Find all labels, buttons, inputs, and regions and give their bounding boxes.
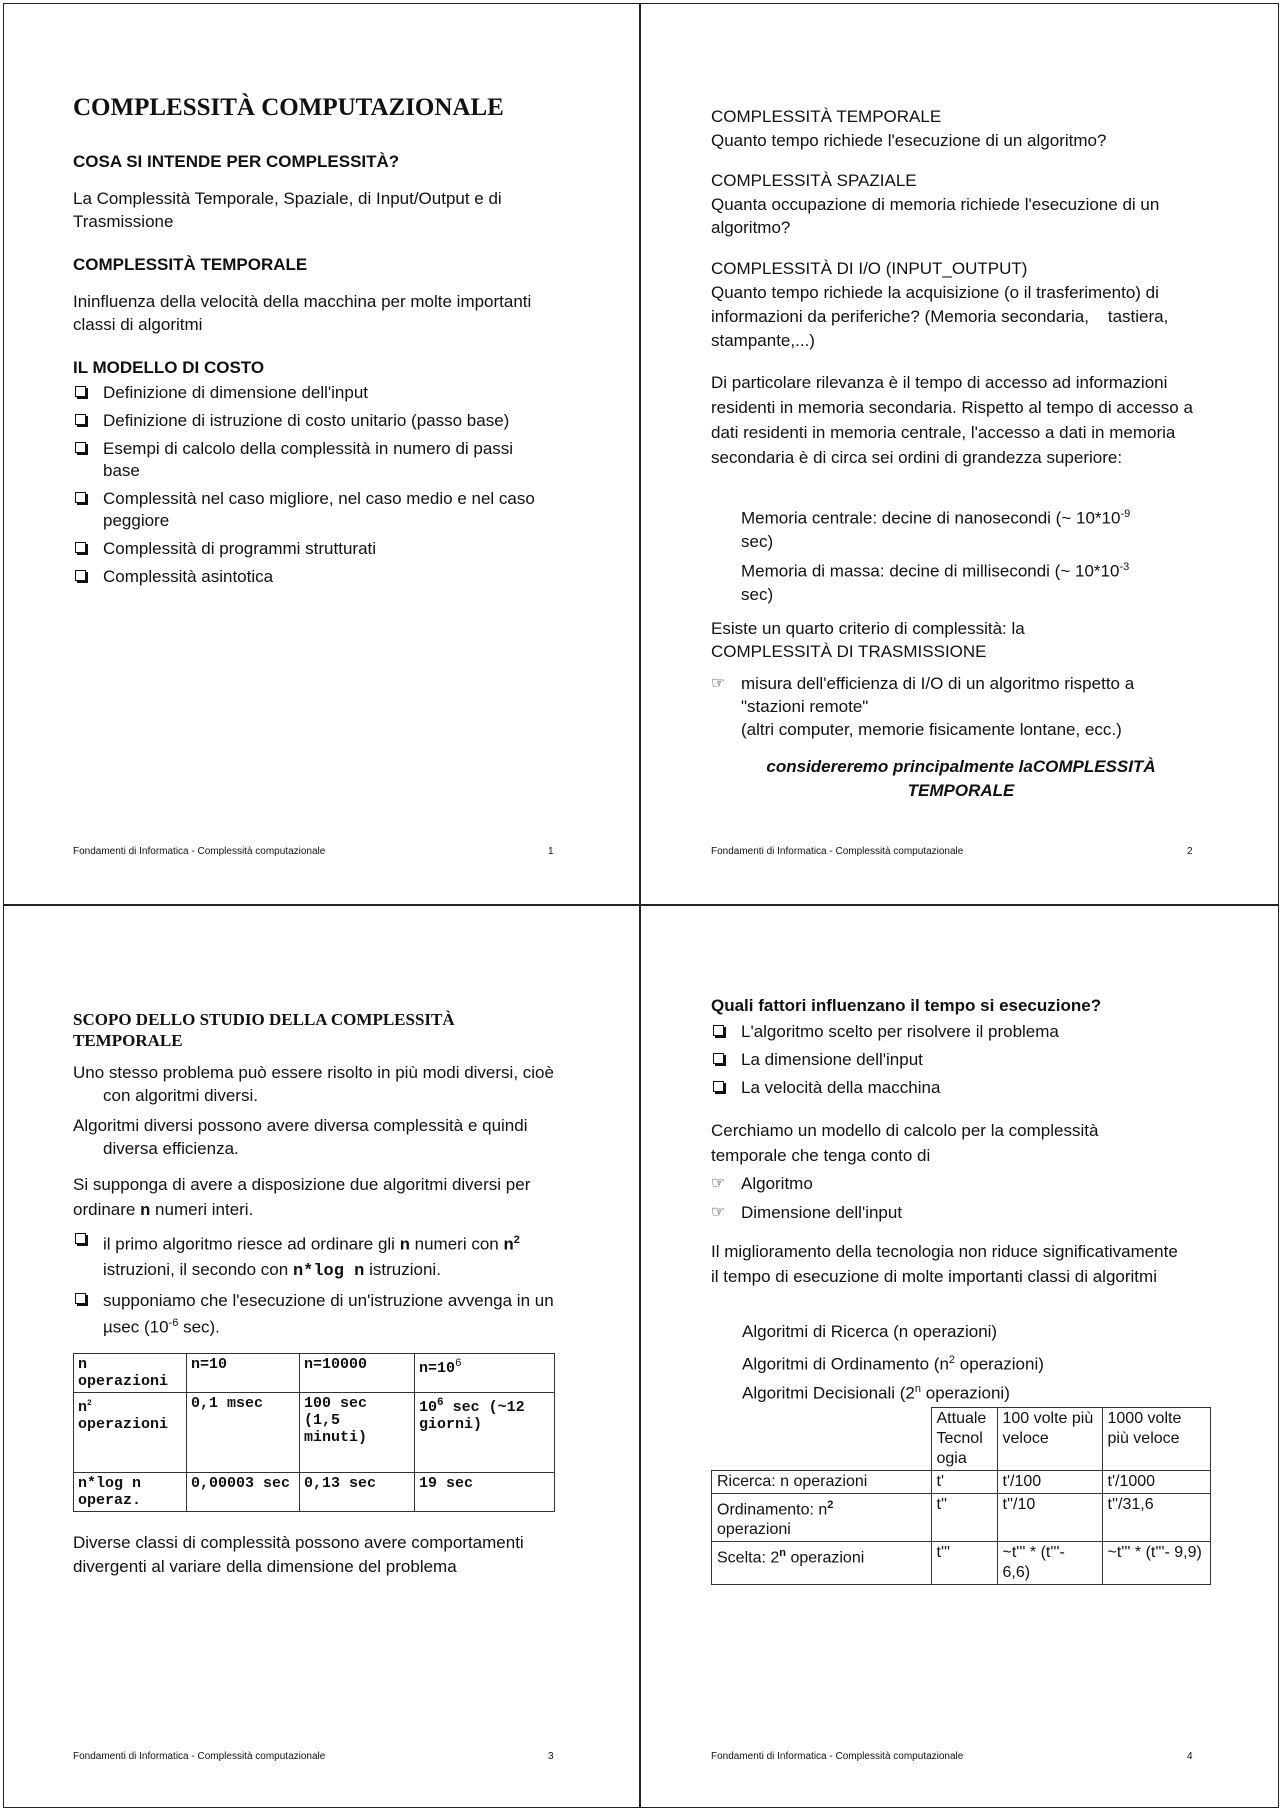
assumption-list <box>73 1229 563 1344</box>
checkbox-bullet-icon <box>713 1025 724 1036</box>
section-heading: COSA SI INTENDE PER COMPLESSITÀ? <box>73 152 400 171</box>
list-item: ☞ Algoritmo <box>711 1174 813 1193</box>
checkbox-bullet-icon <box>75 1293 86 1304</box>
paragraph: Quanto tempo richiede l'esecuzione di un algoritmo? <box>711 131 1107 150</box>
table-row: $n^2$ operazioni 0,1 msec 100 sec (1,5 minuti) $10^6$ sec (~12 giorni) <box>74 1393 555 1473</box>
model-points-list <box>711 1172 1191 1230</box>
list-item: Definizione di dimensione dell'input <box>73 382 553 404</box>
paragraph: Il miglioramento della tecnologia non riduce significativamente il tempo di esecuzione di molte importanti classi di algoritmi <box>711 1242 1178 1286</box>
list-item: supponiamo che l'esecuzione di un'istruzione avvenga in un µsec ($10^{-6}$ sec). <box>73 1289 563 1339</box>
list-item: Definizione di istruzione di costo unitario (passo base) <box>73 410 553 432</box>
list-item: Complessità nel caso migliore, nel caso medio e nel caso peggiore <box>73 488 553 532</box>
list-item: Complessità asintotica <box>73 566 553 588</box>
cost-model-list <box>73 382 553 594</box>
pointing-hand-icon: ☞ <box>711 1175 726 1192</box>
paragraph: Si supponga di avere a disposizione due algoritmi diversi per ordinare n numeri interi. <box>73 1175 531 1221</box>
checkbox-bullet-icon <box>75 442 86 453</box>
checkbox-bullet-icon <box>75 1233 86 1244</box>
conclusion: considereremo principalmente laCOMPLESSITÀ TEMPORALE <box>766 757 1156 800</box>
paragraph: Diverse classi di complessità possono avere comportamenti divergenti al variare della dimensione del problema <box>73 1533 524 1576</box>
paragraph: Quanto tempo richiede la acquisizione (o il trasferimento) di informazioni da periferiche? (Memoria secondaria, tastiera, stampante,...) <box>711 283 1174 350</box>
table-row: n*log n operaz. 0,00003 sec 0,13 sec 19 sec <box>74 1473 555 1512</box>
slide-title: COMPLESSITÀ COMPUTAZIONALE <box>73 94 504 121</box>
paragraph: Esiste un quarto criterio di complessità: la COMPLESSITÀ DI TRASMISSIONE <box>711 619 1025 661</box>
paragraph: La Complessità Temporale, Spaziale, di Input/Output e di Trasmissione <box>73 189 502 231</box>
paragraph: Algoritmi diversi possono avere diversa complessità e quindi diversa efficienza. <box>73 1116 528 1158</box>
pointing-hand-icon: ☞ <box>711 1204 726 1221</box>
algorithm-class: Algoritmi di Ordinamento ($n^2$ operazioni) <box>742 1354 1044 1374</box>
slide-4 <box>640 905 1279 1808</box>
checkbox-bullet-icon <box>75 386 86 397</box>
list-item: L'algoritmo scelto per risolvere il problema <box>711 1021 1211 1043</box>
memory-mass: Memoria di massa: decine di millisecondi (~ $10*10^{-3}$ sec) <box>741 561 1130 604</box>
section-heading: COMPLESSITÀ TEMPORALE <box>73 255 308 274</box>
pointing-hand-icon: ☞ <box>711 675 726 692</box>
factors-list <box>711 1021 1211 1105</box>
table-row: Attuale Tecnol ogia 100 volte più veloce 1000 volte più veloce <box>712 1408 1211 1471</box>
section-heading: COMPLESSITÀ TEMPORALE <box>711 107 942 126</box>
footer-text: Fondamenti di Informatica - Complessità computazionale <box>711 1751 964 1762</box>
slide-title: SCOPO DELLO STUDIO DELLA COMPLESSITÀ TEMPORALE <box>73 1010 455 1050</box>
paragraph: Uno stesso problema può essere risolto in più modi diversi, cioè con algoritmi diversi. <box>73 1063 554 1105</box>
checkbox-bullet-icon <box>713 1053 724 1064</box>
complexity-table <box>73 1353 555 1512</box>
table-row: Ordinamento: $n^2$ operazioni t'' t''/10 t''/31,6 <box>712 1494 1211 1542</box>
slide-1 <box>3 3 640 905</box>
list-item: Esempi di calcolo della complessità in numero di passi base <box>73 438 553 482</box>
algorithm-class: Algoritmi Decisionali (2$^n$ operazioni) <box>742 1383 1010 1403</box>
list-item: ☞ Dimensione dell'input <box>711 1203 903 1222</box>
section-heading: IL MODELLO DI COSTO <box>73 358 265 377</box>
list-item: La velocità della macchina <box>711 1077 1211 1099</box>
list-item: il primo algoritmo riesce ad ordinare gli n numeri con $n^2$ istruzioni, il secondo con n*log n istruzioni. <box>73 1229 563 1283</box>
checkbox-bullet-icon <box>75 492 86 503</box>
page-number: 1 <box>548 846 554 857</box>
memory-central: Memoria centrale: decine di nanosecondi (~ $10*10^{-9}$ sec) <box>741 508 1131 551</box>
slide-2 <box>640 3 1279 905</box>
paragraph: Ininfluenza della velocità della macchina per molte importanti classi di algoritmi <box>73 292 532 334</box>
section-heading: COMPLESSITÀ SPAZIALE <box>711 171 917 190</box>
checkbox-bullet-icon <box>713 1081 724 1092</box>
checkbox-bullet-icon <box>75 414 86 425</box>
paragraph: Cerchiamo un modello di calcolo per la complessità temporale che tenga conto di <box>711 1121 1099 1165</box>
paragraph: Di particolare rilevanza è il tempo di accesso ad informazioni residenti in memoria secondaria. Rispetto al tempo di accesso a dati residenti in memoria centrale, l'accesso a dati in memoria secondaria è di circa sei ordini di grandezza superiore: <box>711 373 1193 467</box>
table-row: Ricerca: n operazioni t' t'/100 t'/1000 <box>712 1471 1211 1494</box>
section-heading: Quali fattori influenzano il tempo si esecuzione? <box>711 996 1102 1015</box>
slide-3 <box>3 905 640 1808</box>
page-number: 2 <box>1187 846 1193 857</box>
list-item: ☞ misura dell'efficienza di I/O di un algoritmo rispetto a "stazioni remote" (altri computer, memorie fisicamente lontane, ecc.) <box>711 674 1135 739</box>
paragraph: Quanta occupazione di memoria richiede l'esecuzione di un algoritmo? <box>711 195 1160 237</box>
page-number: 3 <box>548 1751 554 1762</box>
footer-text: Fondamenti di Informatica - Complessità computazionale <box>711 846 964 857</box>
footer-text: Fondamenti di Informatica - Complessità computazionale <box>73 1751 326 1762</box>
footer-text: Fondamenti di Informatica - Complessità computazionale <box>73 846 326 857</box>
table-row: Scelta: 2$^n$ operazioni t''' ~t''' * (t'''- 6,6) ~t''' * (t'''- 9,9) <box>712 1542 1211 1585</box>
checkbox-bullet-icon <box>75 542 86 553</box>
section-heading: COMPLESSITÀ DI I/O (INPUT_OUTPUT) <box>711 259 1028 278</box>
page-number: 4 <box>1187 1751 1193 1762</box>
list-item: La dimensione dell'input <box>711 1049 1211 1071</box>
table-row: n operazioni n=10 n=10000 $n=10^6$ <box>74 1354 555 1393</box>
list-item: Complessità di programmi strutturati <box>73 538 553 560</box>
transmission-list <box>711 672 1191 747</box>
technology-table <box>711 1407 1211 1585</box>
algorithm-class: Algoritmi di Ricerca (n operazioni) <box>742 1322 998 1341</box>
checkbox-bullet-icon <box>75 570 86 581</box>
